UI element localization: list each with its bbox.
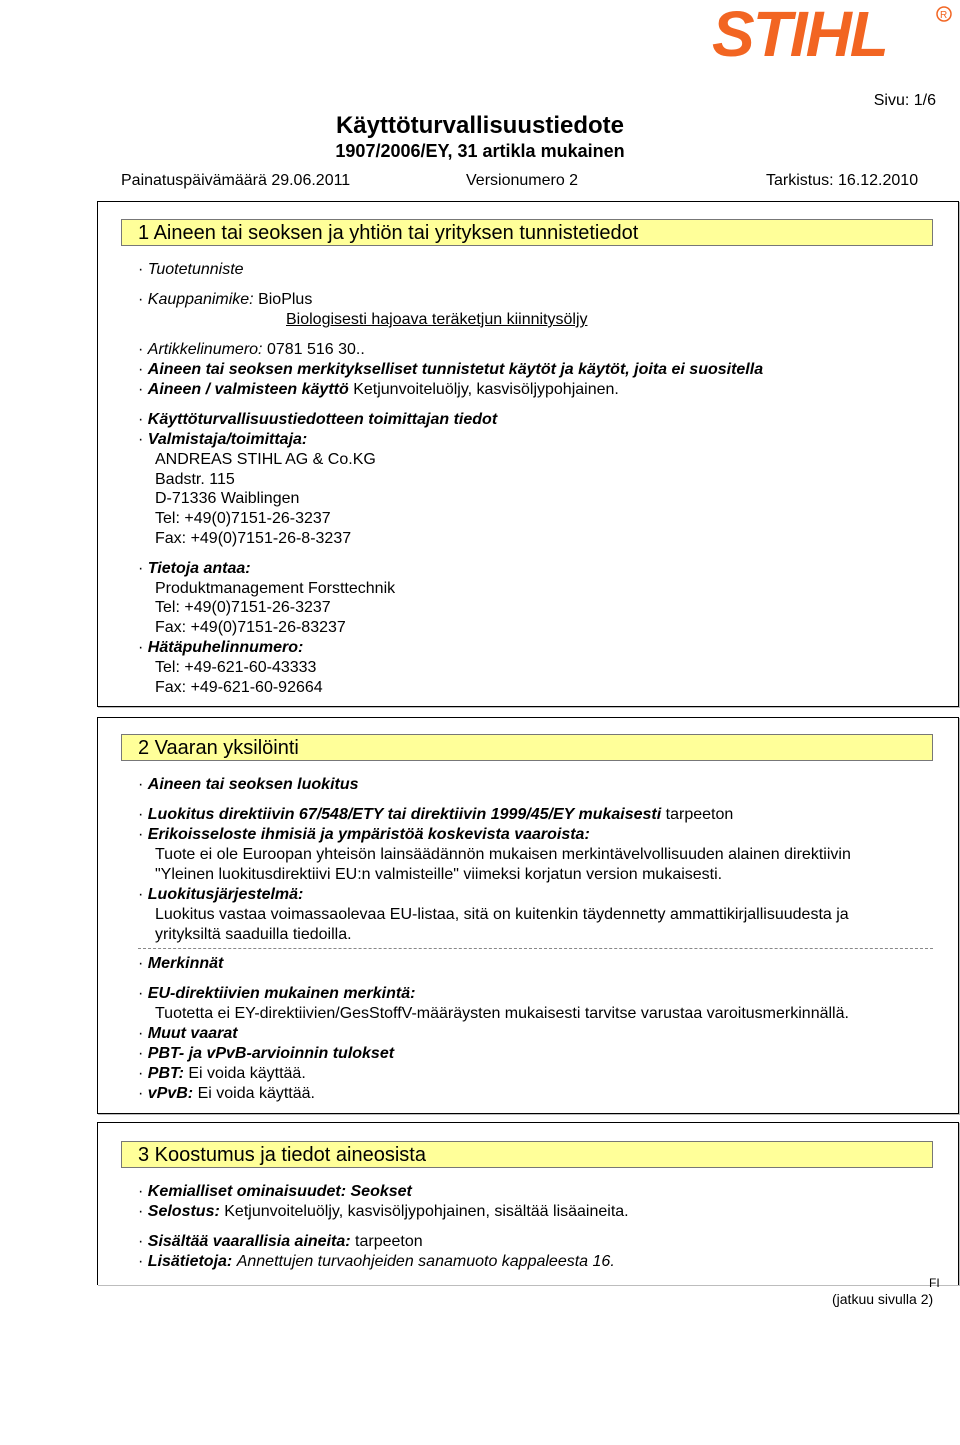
language-code: FI — [929, 1276, 940, 1290]
section-3-heading: 3 Koostumus ja tiedot aineosista — [121, 1141, 933, 1168]
section-1-heading: 1 Aineen tai seoksen ja yhtiön tai yrityksen tunnistetiedot — [121, 219, 933, 246]
chemical-characterization: · Kemialliset ominaisuudet: Seokset — [138, 1183, 412, 1200]
vpvb-value: · vPvB: Ei voida käyttää. — [138, 1085, 315, 1102]
svg-text:R: R — [940, 10, 948, 21]
additional-information: · Lisätietoja: Annettujen turvaohjeiden sanamuoto kappaleesta 16. — [138, 1253, 615, 1270]
classification: · Aineen tai seoksen luokitus — [138, 776, 359, 793]
special-hazards-line: "Yleinen luokitusdirektiivi EU:n valmisteille" viimeksi korjatun version mukaisesti. — [155, 866, 723, 883]
product-identifier: · Tuotetunniste — [138, 261, 244, 278]
info-label: · Tietoja antaa: — [138, 560, 251, 577]
special-hazards-line: Tuote ei ole Euroopan yhteisön lainsäädännön mukaisen merkintävelvollisuuden alainen direktiivin — [155, 846, 851, 863]
stihl-logo — [708, 4, 954, 62]
identified-uses: · Aineen tai seoksen merkitykselliset tunnistetut käytöt ja käytöt, joita ei suositella — [138, 361, 764, 378]
divider — [138, 948, 933, 949]
classification-system-line: yrityksiltä saaduilla tiedoilla. — [155, 926, 352, 943]
directive-classification: · Luokitus direktiivin 67/548/ETY tai direktiivin 1999/45/EY mukaisesti tarpeeton — [138, 806, 734, 823]
info-line: Fax: +49(0)7151-26-83237 — [155, 619, 346, 636]
other-hazards: · Muut vaarat — [138, 1025, 238, 1042]
info-line: Tel: +49(0)7151-26-3237 — [155, 599, 331, 616]
article-number: · Artikkelinumero: 0781 516 30.. — [138, 341, 365, 358]
manufacturer-line: ANDREAS STIHL AG & Co.KG — [155, 451, 376, 468]
document-title: Käyttöturvallisuustiedote — [335, 112, 625, 139]
section-2-heading: 2 Vaaran yksilöinti — [121, 734, 933, 761]
section-3 — [97, 1122, 959, 1285]
section-2 — [97, 717, 959, 1114]
revision-date: Tarkistus: 16.12.2010 — [766, 172, 919, 189]
trade-name: · Kauppanimike: BioPlus — [138, 291, 313, 308]
classification-system-line: Luokitus vastaa voimassaolevaa EU-listaa, sitä on kuitenkin täydennetty ammattikirjallisuudesta ja — [155, 906, 849, 923]
manufacturer-line: Fax: +49(0)7151-26-8-3237 — [155, 530, 352, 547]
info-line: Produktmanagement Forsttechnik — [155, 580, 396, 597]
emergency-line: Fax: +49-621-60-92664 — [155, 679, 323, 696]
emergency-line: Tel: +49-621-60-43333 — [155, 659, 317, 676]
special-hazards-label: · Erikoisseloste ihmisiä ja ympäristöä koskevista vaaroista: — [138, 826, 590, 843]
section-1 — [97, 201, 959, 707]
manufacturer-line: D-71336 Waiblingen — [155, 490, 300, 507]
hazardous-components: · Sisältää vaarallisia aineita: tarpeeton — [138, 1233, 423, 1250]
manufacturer-label: · Valmistaja/toimittaja: — [138, 431, 308, 448]
manufacturer-line: Tel: +49(0)7151-26-3237 — [155, 510, 331, 527]
page-number: Sivu: 1/6 — [873, 92, 936, 109]
product-use: · Aineen / valmisteen käyttö Ketjunvoiteluöljy, kasvisöljypohjainen. — [138, 381, 619, 398]
classification-system-label: · Luokitusjärjestelmä: — [138, 886, 304, 903]
document-subtitle: 1907/2006/EY, 31 artikla mukainen — [335, 141, 625, 161]
manufacturer-line: Badstr. 115 — [155, 471, 235, 488]
print-date: Painatuspäivämäärä 29.06.2011 — [121, 172, 351, 189]
labels-heading: · Merkinnät — [138, 955, 224, 972]
pbt-value: · PBT: Ei voida käyttää. — [138, 1065, 306, 1082]
version-number: Versionumero 2 — [466, 172, 579, 189]
description: · Selostus: Ketjunvoiteluöljy, kasvisöljypohjainen, sisältää lisäaineita. — [138, 1203, 629, 1220]
stihl-logo-text: STIHL — [712, 4, 887, 62]
emergency-label: · Hätäpuhelinnumero: — [138, 639, 304, 656]
eu-labelling-label: · EU-direktiivien mukainen merkintä: — [138, 985, 416, 1002]
eu-labelling-value: Tuotetta ei EY-direktiivien/GesStoffV-määräysten mukaisesti tarvitse varustaa varoitusmerkinnällä. — [155, 1005, 849, 1022]
supplier-details: · Käyttöturvallisuustiedotteen toimittajan tiedot — [138, 411, 498, 428]
trade-name-description: Biologisesti hajoava teräketjun kiinnitysöljy — [286, 311, 588, 328]
continued-note: (jatkuu sivulla 2) — [832, 1291, 934, 1307]
pbt-results: · PBT- ja vPvB-arvioinnin tulokset — [138, 1045, 395, 1062]
